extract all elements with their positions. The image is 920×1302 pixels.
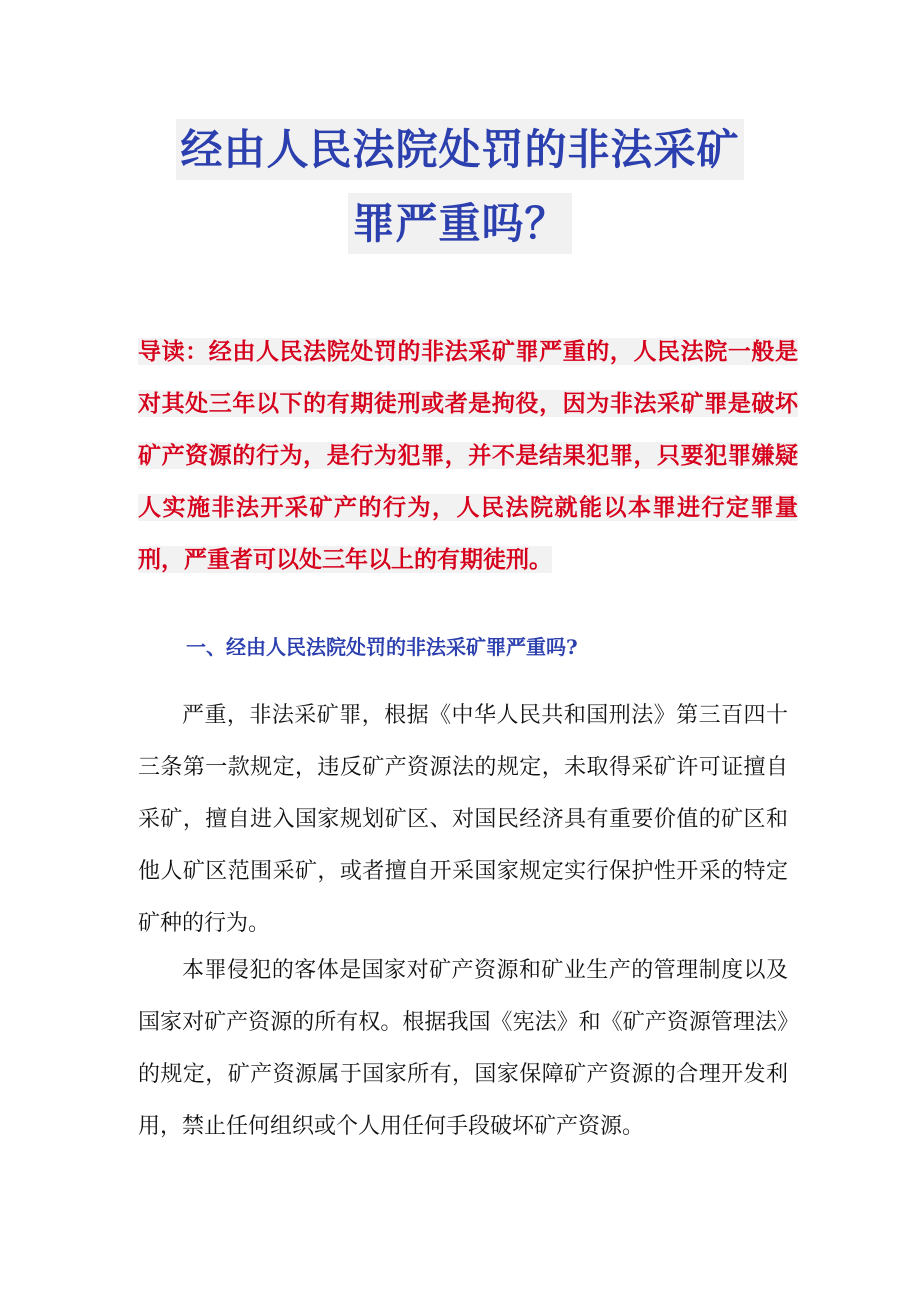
- document-title-line-1: [0, 122, 920, 178]
- body-paragraph-1: 严重，非法采矿罪，根据《中华人民共和国刑法》第三百四十三条第一款规定，违反矿产资源法的规定，未取得采矿许可证擅自采矿，擅自进入国家规划矿区、对国民经济具有重要价值的矿区和他人矿区范围采矿，或者擅自开采国家规定实行保护性开采的特定矿种的行为。: [138, 703, 788, 936]
- intro-summary: [138, 326, 798, 586]
- title-text-1: 经由人民法院处罚的非法采矿: [176, 119, 743, 180]
- title-text-2: 罪严重吗？: [348, 193, 571, 254]
- body-paragraph-2: 本罪侵犯的客体是国家对矿产资源和矿业生产的管理制度以及国家对矿产资源的所有权。根据我国《宪法》和《矿产资源管理法》的规定，矿产资源属于国家所有，国家保障矿产资源的合理开发利用，禁止任何组织或个人用任何手段破坏矿产资源。: [138, 958, 788, 1139]
- intro-text: 导读：经由人民法院处罚的非法采矿罪严重的，人民法院一般是对其处三年以下的有期徒刑或者是拘役，因为非法采矿罪是破坏矿产资源的行为，是行为犯罪，并不是结果犯罪，只要犯罪嫌疑人实施非法开采矿产的行为，人民法院就能以本罪进行定罪量刑，严重者可以处三年以上的有期徒刑。: [138, 338, 798, 573]
- section-heading: 一、经由人民法院处罚的非法采矿罪严重吗?: [186, 635, 578, 659]
- document-title-line-2: [0, 196, 920, 252]
